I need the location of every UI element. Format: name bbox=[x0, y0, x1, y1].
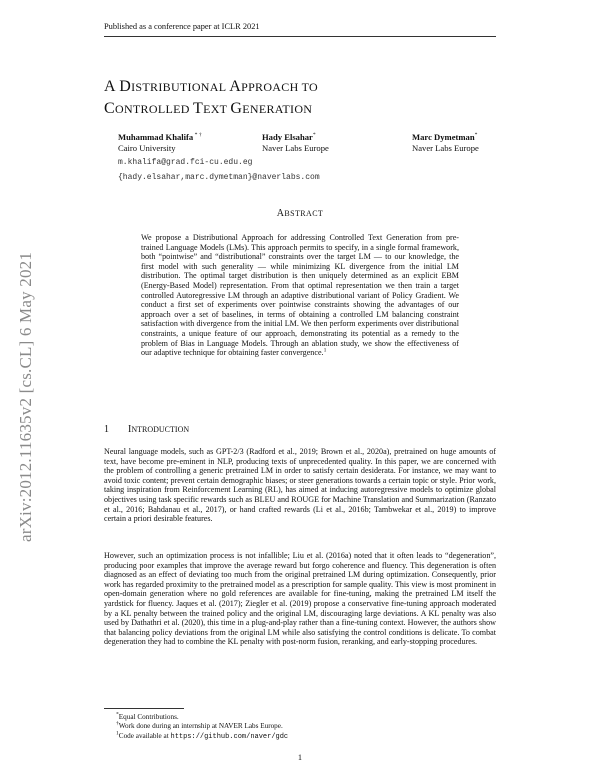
author-2 bbox=[262, 132, 329, 153]
author-affiliation: Cairo University bbox=[118, 142, 176, 153]
author-marks: * † bbox=[193, 132, 202, 139]
title-line-1: A DISTRIBUTIONAL APPROACH TO bbox=[104, 78, 319, 95]
author-affiliation: Naver Labs Europe bbox=[262, 142, 329, 153]
footnotes bbox=[116, 713, 288, 742]
email-1[interactable]: m.khalifa@grad.fci-cu.edu.eg bbox=[118, 158, 253, 167]
paper-title bbox=[104, 76, 504, 120]
abstract-body: We propose a Distributional Approach for addressing Controlled Text Generation from pre-trained Language Models (LMs). This approach permits to specify, in a single formal framework, both “pointwise” and “distributional” constraints over the target LM — to our knowledge, the first model with such generality — while minimizing KL divergence from the initial LM distribution. The optimal target distribution is then uniquely determined as an explicit EBM (Energy-Based Model) representation. From that optimal representation we then train a target controlled Autoregressive LM through an adaptive distributional variant of Policy Gradient. We conduct a first set of experiments over pointwise constraints showing the advantages of our approach over a set of baselines, in terms of obtaining a controlled LM balancing constraint satisfaction with divergence from the initial LM. We then perform experiments over distributional constraints, a unique feature of our approach, demonstrating its potential as a remedy to the problem of Bias in Language Models. Through an ablation study, we show the effectiveness of our adaptive technique for obtaining faster convergence. bbox=[141, 233, 459, 358]
author-marks: * bbox=[474, 132, 478, 139]
section-heading: 1 INTRODUCTION bbox=[104, 424, 190, 435]
footnote-mark[interactable]: 1 bbox=[323, 347, 327, 354]
author-name: Hady Elsahar bbox=[262, 132, 313, 142]
footnote: $^1$Code available at https://github.com/naver/gdc bbox=[116, 730, 289, 741]
author-name: Marc Dymetman bbox=[412, 132, 475, 142]
arxiv-stamp: arXiv:2012.11635v2 [cs.CL] 6 May 2021 bbox=[16, 251, 35, 542]
footnote: *Equal Contributions. bbox=[116, 711, 179, 721]
abstract-text bbox=[141, 233, 459, 358]
title-line-2: CONTROLLED TEXT GENERATION bbox=[104, 100, 313, 117]
code-link[interactable]: https://github.com/naver/gdc bbox=[170, 732, 289, 741]
page-number: 1 bbox=[297, 753, 303, 762]
author-1 bbox=[118, 132, 202, 153]
author-affiliation: Naver Labs Europe bbox=[412, 142, 479, 153]
header-rule bbox=[104, 36, 496, 37]
abstract-heading: ABSTRACT bbox=[276, 208, 324, 219]
author-3 bbox=[412, 132, 479, 153]
intro-paragraph-2: However, such an optimization process is not infallible; Liu et al. (2016a) noted that it often leads to “degeneration”, producing poor examples that improve the average reward but forgo coherence and fluency. This degeneration is often diagnosed as an effect of deviating too much from the original pretrained LM during optimization. Consequently, prior work has regarded proximity to the pretrained model as a prescription for sample quality. This view is most prominent in open-domain generation where no gold references are available for fine-tuning, making the pretrained LM itself the yardstick for fluency. Jaques et al. (2017); Ziegler et al. (2019) propose a conservative fine-tuning approach moderated by a KL penalty between the trained policy and the original LM, discouraging large deviations. A KL penalty was also used by Dathathri et al. (2020), this time in a plug-and-play rather than a fine-tuning context. However, the authors show that balancing policy deviations from the original LM while also satisfying the control conditions is delicate. To combat degeneration they had to combine the KL penalty with post-norm fusion, reranking, and early-stopping procedures. bbox=[104, 551, 496, 647]
footnote-rule bbox=[104, 708, 184, 709]
section-number: 1 bbox=[104, 424, 109, 435]
author-name: Muhammad Khalifa bbox=[118, 132, 194, 142]
footnote: †Work done during an internship at NAVER Labs Europe. bbox=[116, 721, 283, 731]
author-marks: * bbox=[312, 132, 316, 139]
running-header: Published as a conference paper at ICLR 2021 bbox=[104, 22, 260, 31]
email-2[interactable]: {hady.elsahar,marc.dymetman}@naverlabs.com bbox=[118, 173, 320, 182]
intro-paragraph-1: Neural language models, such as GPT-2/3 (Radford et al., 2019; Brown et al., 2020a), pretrained on huge amounts of text, have become pre-eminent in NLP, producing texts of unprecedented quality. In this paper, we are concerned with the problem of controlling a generic pretrained LM in order to satisfy certain desiderata. For instance, we may want to avoid toxic content; prevent certain demographic biases; or steer generations towards a certain topic or style. Prior work, taking inspiration from Reinforcement Learning (RL), has aimed at inducing autoregressive models to optimize global objectives using task specific rewards such as BLEU and ROUGE for Machine Translation and Summarization (Ranzato et al., 2016; Bahdanau et al., 2017), or hand crafted rewards (Li et al., 2016b; Tambwekar et al., 2019) to improve certain a priori desirable features. bbox=[104, 447, 496, 524]
